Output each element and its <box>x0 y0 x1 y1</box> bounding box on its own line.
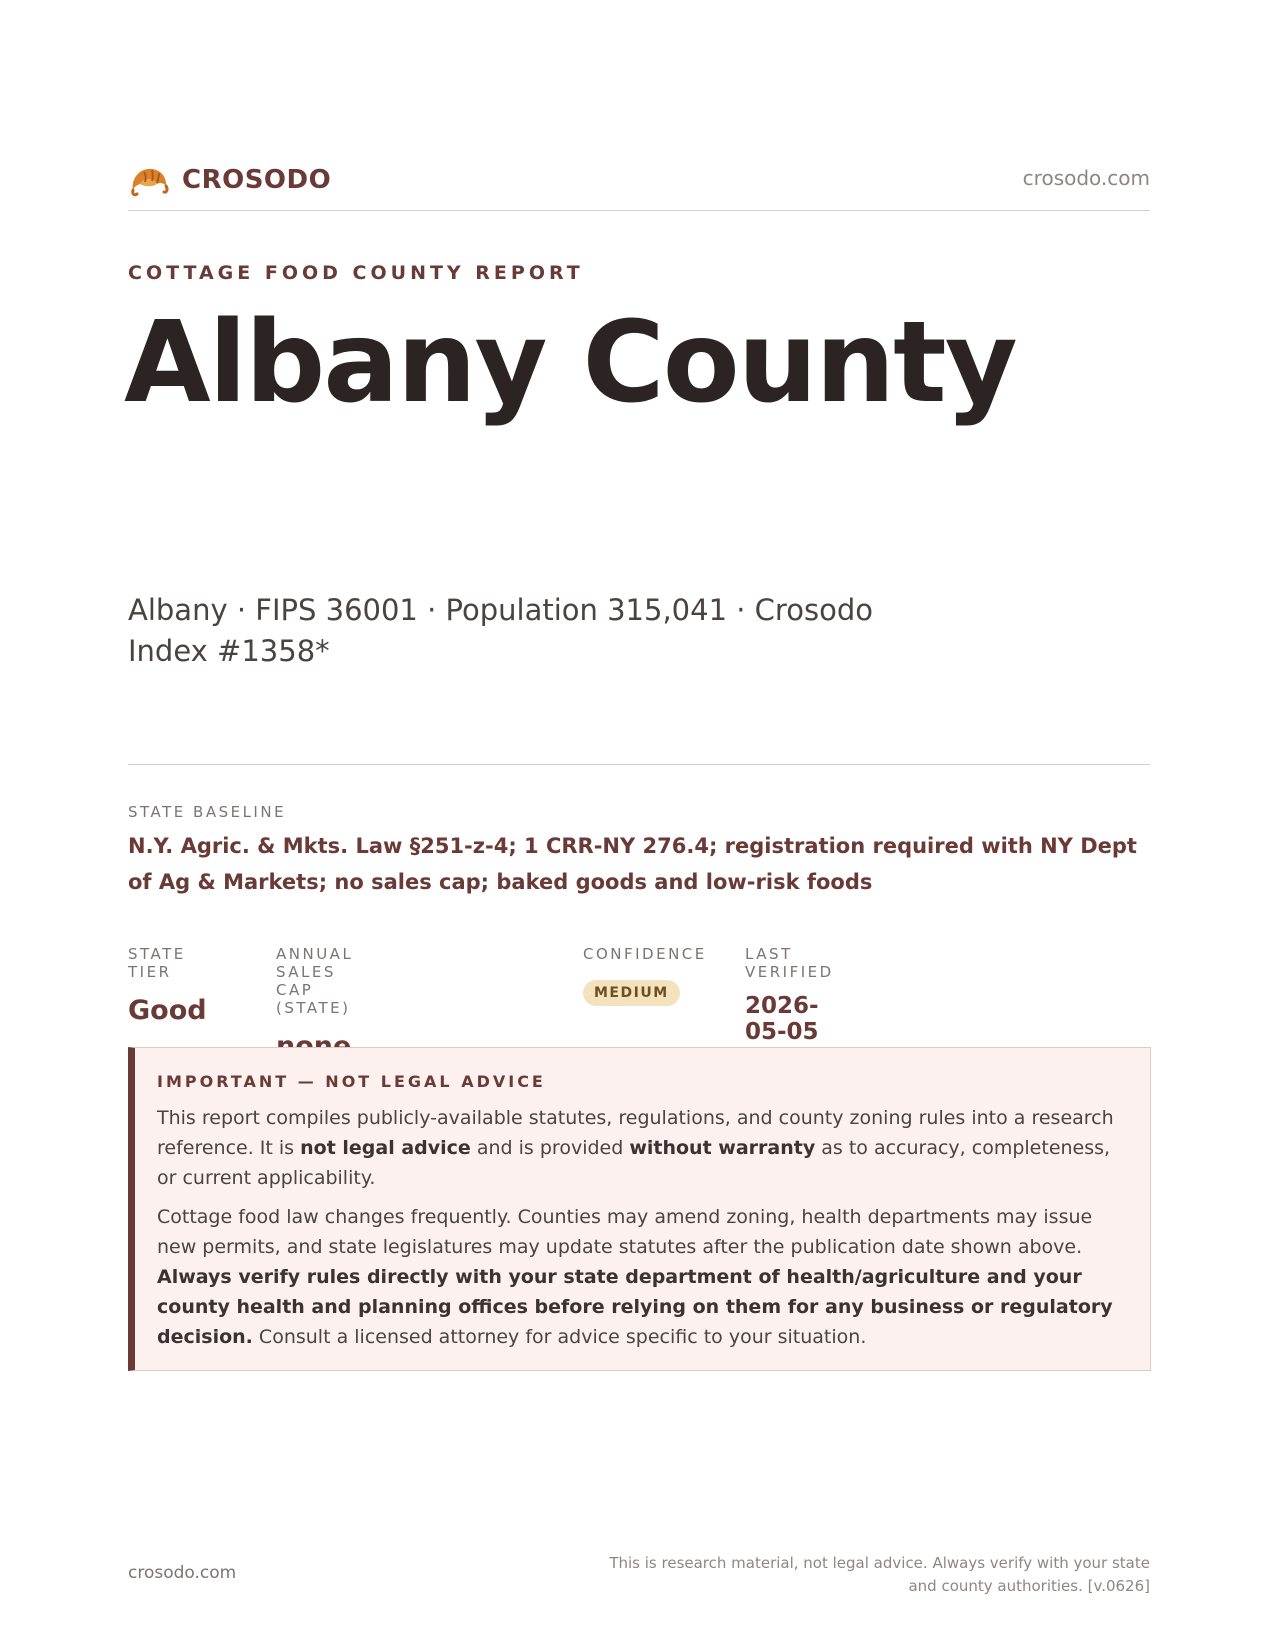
legal-notice <box>128 1047 1151 1371</box>
last-verified-value: 2026-05-05 <box>745 993 819 1045</box>
brand <box>128 160 331 200</box>
confidence-label: CONFIDENCE <box>583 945 707 963</box>
fact-sales-cap <box>276 945 353 1062</box>
notice-paragraph-1 <box>157 1103 1123 1193</box>
brand-name: CROSODO <box>182 165 332 195</box>
footer-disclaimer: This is research material, not legal advice. Always verify with your state and county authorities. [v.0626] <box>609 1554 1150 1595</box>
notice-emphasis: without warranty <box>629 1137 816 1159</box>
notice-paragraph-2 <box>157 1202 1123 1352</box>
county-subtitle: Albany · FIPS 36001 · Population 315,041 · Crosodo Index #1358* <box>128 593 873 668</box>
notice-emphasis: not legal advice <box>300 1137 471 1159</box>
page-header <box>128 158 1150 211</box>
baseline-label: STATE BASELINE <box>128 803 287 821</box>
notice-text: Cottage food law changes frequently. Counties may amend zoning, health departments may issue new permits, and state legislatures may update statutes after the publication date shown above. <box>157 1206 1093 1258</box>
notice-text: This report compiles publicly-available statutes, regulations, and county zoning rules into a research reference. It is <box>157 1107 1114 1159</box>
fact-state-tier <box>128 945 207 1026</box>
notice-text: and is provided <box>470 1137 630 1159</box>
state-tier-label: STATE TIER <box>128 945 186 981</box>
notice-emphasis: Always verify rules directly with your state department of health/agriculture and your county health and planning offices before relying on them for any business or regulatory decision. <box>157 1266 1113 1348</box>
notice-text: Consult a licensed attorney for advice specific to your situation. <box>252 1326 867 1348</box>
croissant-icon <box>128 160 170 200</box>
report-eyebrow: COTTAGE FOOD COUNTY REPORT <box>128 262 584 284</box>
site-url[interactable]: crosodo.com <box>1022 166 1150 190</box>
confidence-badge: MEDIUM <box>583 980 680 1006</box>
footer-site[interactable]: crosodo.com <box>128 1563 237 1583</box>
sales-cap-label: ANNUAL SALES CAP (STATE) <box>276 945 354 1017</box>
last-verified-label: LAST VERIFIED <box>745 945 834 981</box>
fact-confidence <box>583 945 707 1006</box>
notice-title: IMPORTANT — NOT LEGAL ADVICE <box>157 1072 546 1091</box>
notice-text: as to accuracy, completeness, or current applicability. <box>157 1137 1111 1189</box>
state-tier-value: Good <box>128 995 207 1026</box>
fact-last-verified <box>745 945 834 1045</box>
section-divider <box>128 764 1150 765</box>
page-title: Albany County <box>124 298 1016 428</box>
baseline-text: N.Y. Agric. & Mkts. Law §251-z-4; 1 CRR-NY 276.4; registration required with NY Dept of Ag & Markets; no sales cap; baked goods and low-risk foods <box>128 834 1137 894</box>
